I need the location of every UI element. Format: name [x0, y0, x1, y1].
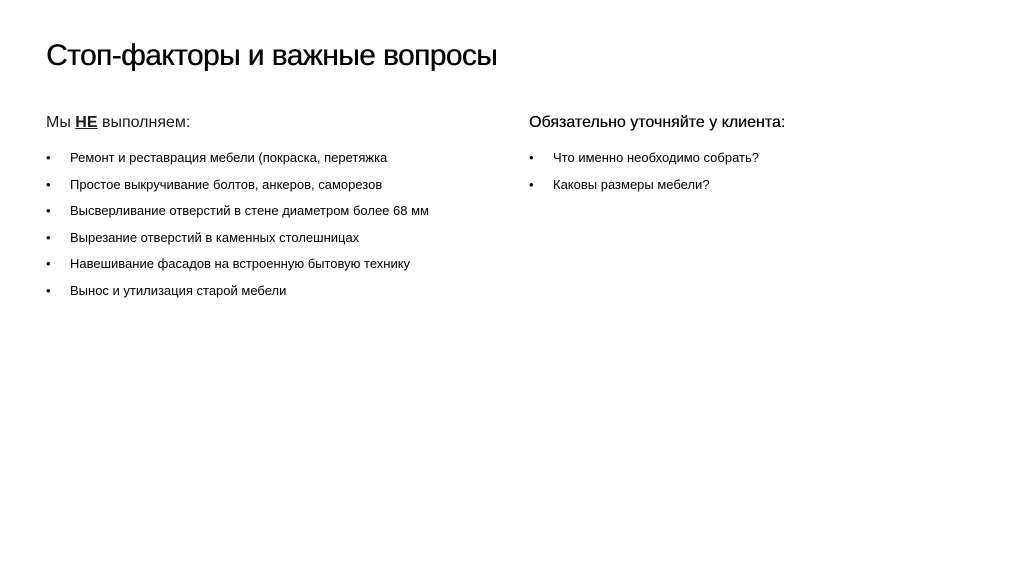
list-item-text: Высверливание отверстий в стене диаметром более 68 мм — [70, 203, 429, 219]
list-item — [46, 230, 506, 245]
list-item-text: Ремонт и реставрация мебели (покраска, перетяжка — [70, 150, 388, 165]
client-questions-list — [529, 150, 989, 192]
bullet-icon: • — [46, 176, 51, 192]
bullet-icon: • — [46, 282, 51, 298]
list-item — [46, 203, 506, 218]
heading-prefix: Мы — [46, 114, 76, 131]
list-item-text: Каковы размеры мебели? — [553, 176, 710, 192]
bullet-icon: • — [529, 176, 534, 192]
not-performed-list — [46, 150, 506, 298]
list-item — [46, 256, 506, 271]
list-item — [46, 150, 506, 165]
bullet-icon: • — [46, 229, 51, 245]
client-questions-heading: Обязательно уточняйте у клиента: — [529, 114, 786, 131]
list-item — [46, 177, 506, 192]
heading-emphasis: НЕ — [75, 114, 98, 131]
not-performed-heading — [46, 112, 506, 134]
list-item-text: Вырезание отверстий в каменных столешницах — [70, 229, 360, 245]
slide-title: Стоп-факторы и важные вопросы — [46, 39, 498, 72]
heading-suffix: выполняем: — [97, 114, 191, 131]
list-item-text: Что именно необходимо собрать? — [553, 150, 759, 165]
client-questions-column — [529, 112, 989, 203]
list-item — [529, 177, 989, 192]
bullet-icon: • — [46, 256, 51, 272]
list-item-text: Навешивание фасадов на встроенную бытовую технику — [70, 256, 411, 272]
bullet-icon: • — [46, 150, 51, 165]
list-item — [46, 283, 506, 298]
list-item-text: Простое выкручивание болтов, анкеров, саморезов — [70, 176, 383, 192]
not-performed-column — [46, 112, 506, 310]
bullet-icon: • — [46, 203, 51, 219]
bullet-icon: • — [529, 150, 534, 165]
list-item — [529, 150, 989, 165]
list-item-text: Вынос и утилизация старой мебели — [70, 282, 287, 298]
